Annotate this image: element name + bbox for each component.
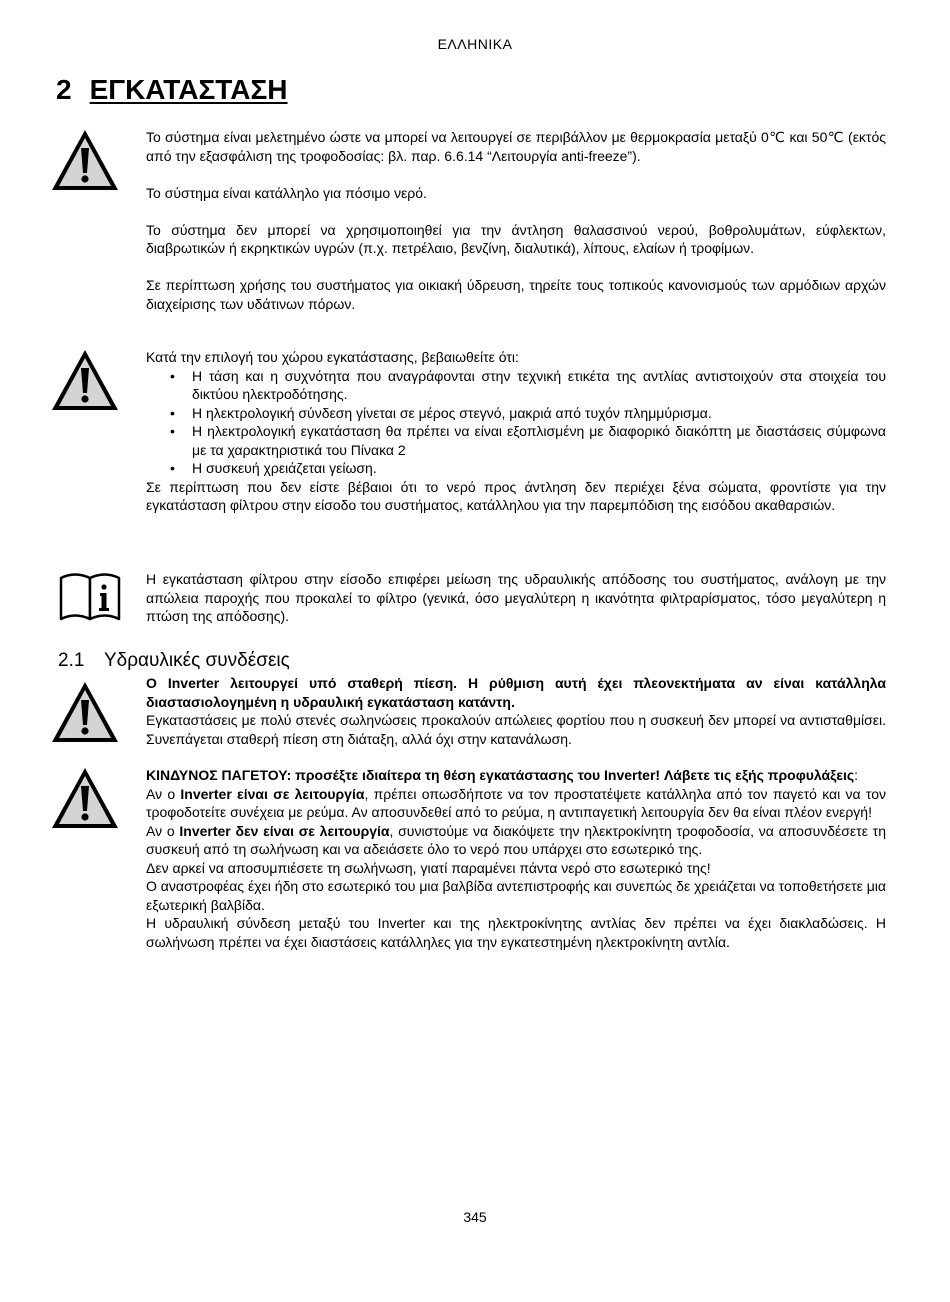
frost-warning-bold: ΚΙΝΔΥΝΟΣ ΠΑΓΕΤΟΥ: προσέξτε ιδιαίτερα τη θέση εγκατάστασης του Inverter! Λάβετε τις εξής προφυλάξεις	[146, 767, 855, 783]
paragraph-filter-performance: Η εγκατάσταση φίλτρου στην είσοδο επιφέρει μείωση της υδραυλικής απόδοσης του συστήματος, ανάλογη με την απώλεια παροχής που προκαλεί το φίλτρο (γενικά, όσο μεγαλύτερη η ικανότητα φιλτραρίσματος, τόσο μεγαλύτερη η πτώση της απόδοσης).	[146, 571, 886, 624]
warning-triangle-icon	[50, 348, 120, 417]
paragraph-temperature: Το σύστημα είναι μελετημένο ώστε να μπορεί να λειτουργεί σε περιβάλλον με θερμοκρασία μεταξύ 0℃ και 50℃ (εκτός από την εξασφάλιση της τροφοδοσίας: βλ. παρ. 6.6.14 “Λειτουργία anti-freeze”).	[146, 129, 886, 164]
section-title: Υδραυλικές συνδέσεις	[104, 650, 290, 671]
filter-info-block	[146, 570, 886, 626]
section-number: 2.1	[58, 650, 85, 671]
section-heading	[58, 650, 290, 672]
chapter-title: ΕΓΚΑΤΑΣΤΑΣΗ	[89, 74, 288, 105]
text-fragment: Αν ο	[146, 785, 181, 802]
list-item: • Η ηλεκτρολογική εγκατάσταση θα πρέπει να είναι εξοπλισμένη με διαφορικό διακόπτη με διαστάσεις σύμφωνα με τα χαρακτηριστικά του Πίνακα 2	[146, 422, 886, 459]
frost-danger-block	[146, 766, 886, 951]
list-item: • Η συσκευή χρειάζεται γείωση.	[146, 459, 886, 478]
paragraph-narrow-pipes: Εγκαταστάσεις με πολύ στενές σωληνώσεις προκαλούν απώλειες φορτίου που η συσκευή δεν μπορεί να αντισταθμίσει. Συνεπάγεται σταθερή πίεση στη διάταξη, αλλά όχι στην κατανάλωση.	[146, 712, 886, 747]
list-item: • Η τάση και η συχνότητα που αναγράφονται στην τεχνική ετικέτα της αντλίας αντιστοιχούν στα στοιχεία του δικτύου ηλεκτροδότησης.	[146, 367, 886, 404]
page-number: 345	[463, 1209, 487, 1225]
chapter-number: 2	[56, 74, 72, 105]
frost-warning-colon: :	[854, 767, 859, 783]
inverter-running-bold: Inverter είναι σε λειτουργία	[180, 785, 365, 802]
chapter-heading	[56, 74, 288, 106]
paragraph-check-valve: Ο αναστροφέας έχει ήδη στο εσωτερικό του μια βαλβίδα αντεπιστροφής και συνεπώς δε χρειάζεται να τοποθετήσετε μια εξωτερική βαλβίδα.	[146, 878, 886, 913]
text-fragment: Αν ο	[146, 822, 180, 839]
text-fragment: , πρέπει οπωσδήποτε να τον προστατέψετε κατάλληλα από τον παγετό και να τον τροφοδοτείτε συνέχεια με ρεύμα. Αν αποσυνδεθεί από το ρεύμα, η αντιπαγετική λειτουργία δεν θα είναι πλέον ενεργή!	[146, 785, 887, 820]
paragraph-inverter-running	[146, 785, 886, 822]
paragraph-prohibited-liquids: Το σύστημα δεν μπορεί να χρησιμοποιηθεί για την άντληση θαλασσινού νερού, βοθρολυμάτων, εύφλεκτων, διαβρωτικών ή εκρηκτικών υγρών (π.χ. πετρέλαιο, βενζίνη, διαλυτικά), λίπους, ελαίων ή τροφίμων.	[146, 221, 886, 256]
paragraph-hydraulic-connection: Η υδραυλική σύνδεση μεταξύ του Inverter και της ηλεκτροκίνητης αντλίας δεν πρέπει να έχει διακλαδώσεις. Η σωλήνωση πρέπει να έχει διαστάσεις κατάλληλες για την εγκατεστημένη ηλεκτροκίνητη αντλία.	[146, 915, 886, 950]
installation-location-block	[146, 348, 886, 515]
page-header-language: ΕΛΛΗΝΙΚΑ	[437, 36, 513, 52]
installation-conditions-block	[146, 128, 886, 313]
warning-triangle-icon	[50, 766, 120, 835]
info-book-icon	[58, 570, 122, 627]
list-item: • Η ηλεκτρολογική σύνδεση γίνεται σε μέρος στεγνό, μακριά από τυχόν πλημμύρισμα.	[146, 404, 886, 423]
paragraph-inverter-stopped	[146, 822, 886, 859]
text-fragment: , συνιστούμε να διακόψετε την ηλεκτροκίνητη τροφοδοσία, να αποσυνδέσετε τη συσκευή από τη σωλήνωση και να αδειάσετε όλο το νερό που υπάρχει στο εσωτερικό της.	[146, 822, 886, 857]
warning-triangle-icon	[50, 128, 120, 197]
checklist	[146, 367, 886, 478]
paragraph-domestic-use: Σε περίπτωση χρήσης του συστήματος για οικιακή ύδρευση, τηρείτε τους τοπικούς κανονισμούς των αρμόδιων αρχών διαχείρισης των υδάτινων πόρων.	[146, 277, 886, 312]
checklist-intro: Κατά την επιλογή του χώρου εγκατάστασης, βεβαιωθείτε ότι:	[146, 349, 519, 365]
paragraph-depressurize: Δεν αρκεί να αποσυμπιέσετε τη σωλήνωση, γιατί παραμένει πάντα νερό στο εσωτερικό της!	[146, 859, 711, 876]
constant-pressure-block	[146, 674, 886, 748]
paragraph-constant-pressure: Ο Inverter λειτουργεί υπό σταθερή πίεση. Η ρύθμιση αυτή έχει πλεονεκτήματα αν είναι κατάλληλα διαστασιολογημένη η υδραυλική εγκατάσταση κατάντη.	[146, 675, 886, 710]
inverter-stopped-bold: Inverter δεν είναι σε λειτουργία	[179, 822, 390, 839]
warning-triangle-icon	[50, 680, 120, 749]
paragraph-potable-water: Το σύστημα είναι κατάλληλο για πόσιμο νερό.	[146, 184, 427, 201]
paragraph-filter-advice: Σε περίπτωση που δεν είστε βέβαιοι ότι το νερό προς άντληση δεν περιέχει ξένα σώματα, φροντίστε για την εγκατάσταση φίλτρου στην είσοδο του συστήματος, κατάλληλου για την παρεμπόδιση της εισόδου ακαθαρσιών.	[146, 478, 886, 513]
frost-warning	[146, 766, 886, 785]
